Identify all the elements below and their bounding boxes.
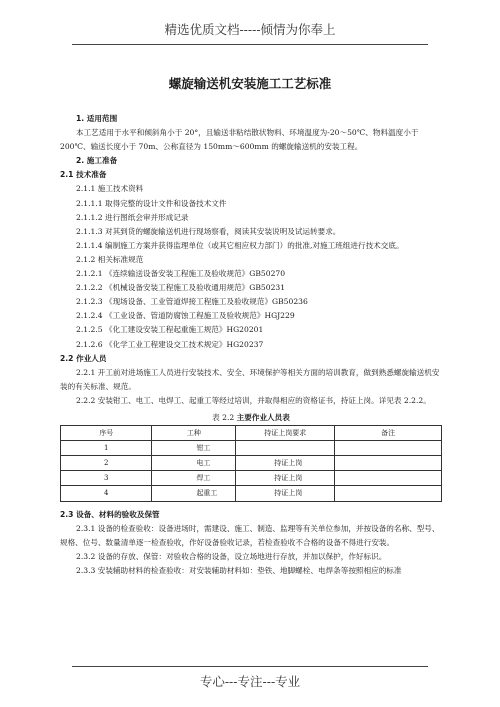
table-cell	[236, 441, 335, 456]
clause-2-1-1-1: 2.1.1.1 取得完整的设计文件和设备技术文件	[76, 198, 227, 208]
clause-2-3-1: 2.3.1 设备的检查验收：设备进场时，需建设、施工、制造、监理等有关单位参加，并按设备的名称、型号、规格、位号、数量清单逐一检查验收，作好设备验收记录，若检查验收不合格的设备不得进行安装。	[60, 523, 440, 547]
clause-2-1-1-4: 2.1.1.4 编制施工方案并获得监理单位（或其它相应权力部门）的批准,对施工班组进行技术交底。	[76, 240, 404, 250]
clause-2-2-2: 2.2.2 安装钳工、电工、电焊工、起重工等经过培训，并取得相应的资格证书，持证上岗。详见表 2.2.2。	[76, 395, 431, 405]
clause-2-1-1-3: 2.1.1.3 对其到货的螺旋输送机进行现场察看，阅读其安装说明及试运转要求。	[76, 226, 341, 236]
table-cell: 2	[61, 456, 152, 471]
document-body	[60, 112, 442, 578]
table-row	[61, 441, 442, 456]
table-cell: 钳工	[152, 441, 236, 456]
clause-2-1-1: 2.1.1 施工技术资料	[76, 184, 144, 194]
table-header-cell: 工种	[152, 426, 236, 441]
clause-2-1-1-2: 2.1.1.2 进行图纸会审并形成记录	[76, 212, 189, 222]
subsection-heading-2-2: 2.2 作业人员	[60, 353, 107, 363]
table-header-cell: 持证上岗要求	[236, 426, 335, 441]
table-header-cell: 序号	[61, 426, 152, 441]
clause-2-2-1: 2.2.1 开工前对进场施工人员进行安装技术、安全、环境保护等相关方面的培训教育，做到熟悉螺旋输送机安装的有关标准、规范。	[60, 367, 440, 391]
footer-divider	[72, 666, 428, 667]
table-cell: 持证上岗	[236, 486, 335, 501]
clause-2-1-2-3: 2.1.2.3 《现场设备、工业管道焊接工程施工及验收规范》GB50236	[76, 297, 308, 307]
table-header-row	[61, 426, 442, 441]
table-header-cell: 备注	[335, 426, 442, 441]
table-cell	[335, 486, 442, 501]
table-caption	[60, 411, 442, 425]
table-cell: 焊工	[152, 471, 236, 486]
table-row	[61, 456, 442, 471]
clause-2-1-2: 2.1.2 相关标准规范	[76, 254, 144, 264]
section-heading-1: 1. 适用范围	[76, 114, 118, 123]
section-heading-2: 2. 施工准备	[76, 156, 118, 166]
table-cell: 持证上岗	[236, 456, 335, 471]
table-cell	[335, 441, 442, 456]
clause-2-1-2-4: 2.1.2.4 《工业设备、管道防腐蚀工程施工及验收规范》HGJ229	[76, 311, 295, 321]
header-divider	[72, 44, 428, 45]
table-cell: 3	[61, 471, 152, 486]
table-cell: 持证上岗	[236, 471, 335, 486]
table-cell	[335, 471, 442, 486]
table-caption-number: 表 2.2	[212, 412, 235, 422]
clause-2-1-2-6: 2.1.2.6 《化学工业工程建设交工技术规定》HG20237	[76, 339, 264, 349]
personnel-table	[60, 425, 442, 501]
table-row	[61, 486, 442, 501]
table-cell: 电工	[152, 456, 236, 471]
subsection-heading-2-1: 2.1 技术准备	[60, 170, 107, 180]
table-cell: 1	[61, 441, 152, 456]
table-cell: 4	[61, 486, 152, 501]
clause-2-3-3: 2.3.3 安装辅助材料的检查验收：对安装辅助材料如：垫铁、地脚螺栓、电焊条等按照相应的标准	[76, 565, 402, 575]
section-1-paragraph: 本工艺适用于水平和倾斜角小于 20°，且输送非粘结散状物料、环境温度为-20～50℃、物料温度小于 200℃、输送长度小于 70m、公称直径为 150mm～600mm 的螺旋输送机的安装工程。	[60, 128, 419, 152]
footer-banner: 专心---专注---专业	[199, 674, 301, 689]
header-banner: 精选优质文档-----倾情为你奉上	[164, 22, 336, 37]
document-title: 螺旋输送机安装施工工艺标准	[168, 76, 332, 91]
clause-2-3-2: 2.3.2 设备的存放、保管：对验收合格的设备，设立场地进行存放，并加以保护，作好标识。	[76, 551, 387, 561]
table-cell: 起重工	[152, 486, 236, 501]
subsection-heading-2-3: 2.3 设备、材料的验收及保管	[60, 509, 160, 519]
table-cell	[335, 456, 442, 471]
table-caption-text: 主要作业人员表	[236, 412, 290, 422]
clause-2-1-2-5: 2.1.2.5 《化工建设安装工程起重施工规范》HG20201	[76, 325, 264, 335]
table-row	[61, 471, 442, 486]
clause-2-1-2-2: 2.1.2.2 《机械设备安装工程施工及验收通用规范》GB50231	[76, 283, 286, 293]
clause-2-1-2-1: 2.1.2.1 《连续输送设备安装工程施工及验收规范》GB50270	[76, 269, 286, 279]
